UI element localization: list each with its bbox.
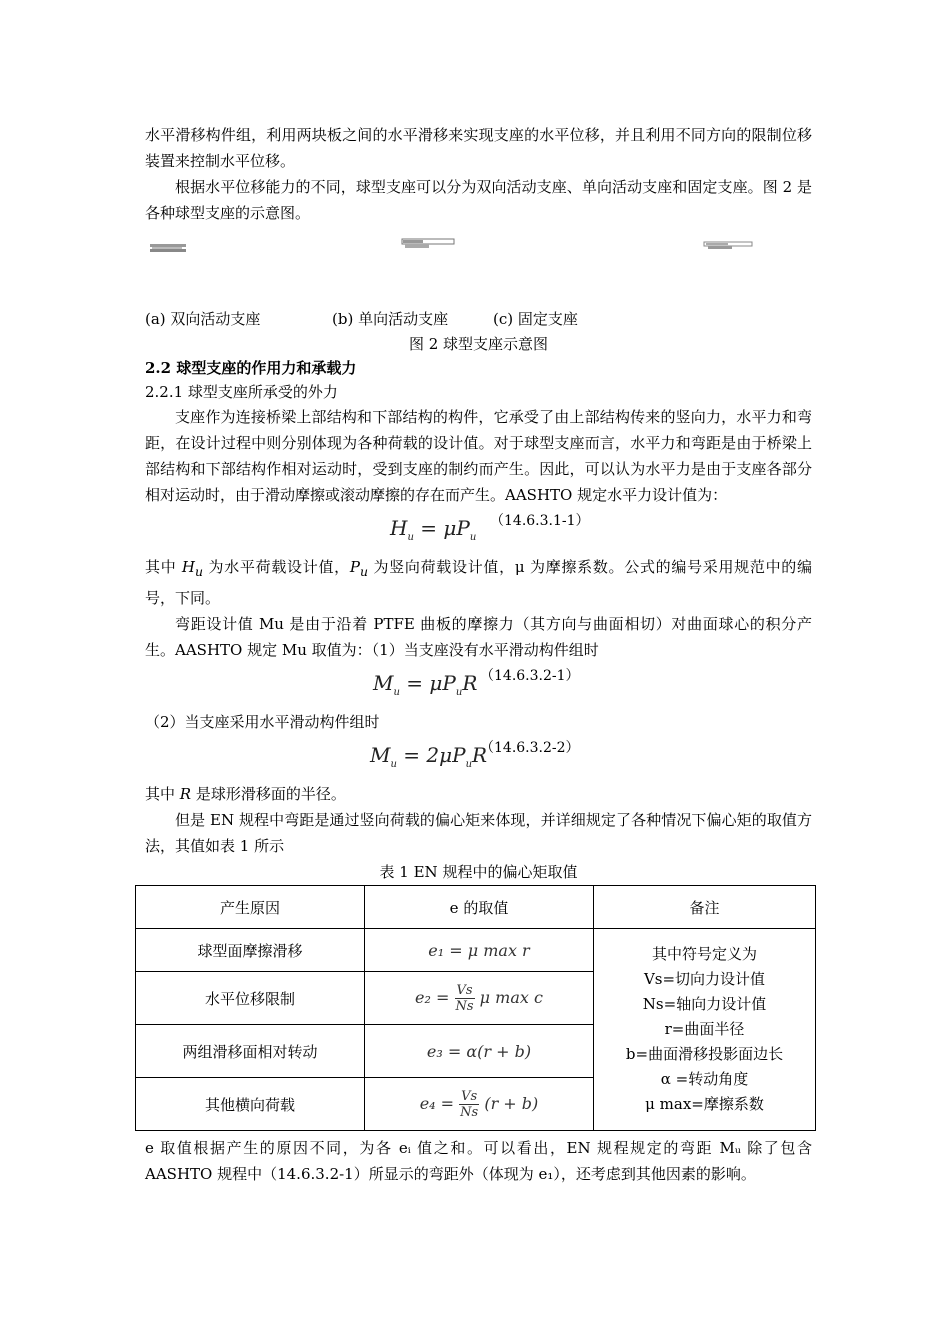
table-cell-cause: 水平位移限制 [136, 972, 365, 1025]
equation-3-formula: $M_u = 2\mu P_uR$ [370, 743, 488, 770]
bearing-bidirectional-drawing [149, 242, 189, 256]
paragraph-5: 弯距设计值 Mu 是由于沿着 PTFE 曲板的摩擦力（其方向与曲面相切）对曲面球心的积分产生。AASHTO 规定 Mu 取值为：（1）当支座没有水平滑动构件组时 [145, 615, 812, 659]
figure-caption: 图 2 球型支座示意图 [408, 335, 549, 353]
paragraph-1: 水平滑移构件组，利用两块板之间的水平滑移来实现支座的水平位移，并且利用不同方向的限制位移装置来控制水平位移。 [145, 126, 812, 170]
paragraph-9: e 取值根据产生的原因不同，为各 eᵢ 值之和。可以看出，EN 规程规定的弯距 Mᵤ 除了包含 AASHTO 规程中（14.6.3.2-1）所显示的弯距外（体现为 e₁），还考虑到其他因素的影响。 [145, 1139, 812, 1183]
section-heading-2-2: 2.2 球型支座的作用力和承载力 [145, 359, 357, 377]
table-caption: 表 1 EN 规程中的偏心矩取值 [379, 863, 578, 881]
notes-line: b=曲面滑移投影面边长 [625, 1045, 784, 1063]
notes-line: Ns=轴向力设计值 [642, 995, 767, 1013]
subcaption-c: (c) 固定支座 [493, 310, 578, 328]
table-header-cause: 产生原因 [136, 886, 365, 929]
table-header-notes: 备注 [594, 886, 816, 929]
equation-3-number: （14.6.3.2-2） [480, 740, 580, 756]
equation-1-formula: $H_u = \mu P_u$ [390, 516, 477, 543]
paragraph-3: 支座作为连接桥梁上部结构和下部结构的构件，它承受了由上部结构传来的竖向力，水平力和弯距，在设计过程中则分别体现为各种荷载的设计值。对于球型支座而言，水平力和弯距是由于桥梁上部结构和下部结构作相对运动时，受到支座的制约而产生。因此，可以认为水平力是由于支座各部分相对运动时，由于滑动摩擦或滚动摩擦的存在而产生。AASHTO 规定水平力设计值为： [145, 408, 812, 504]
paragraph-8: 但是 EN 规程中弯距是通过竖向荷载的偏心矩来体现，并详细规定了各种情况下偏心矩的取值方法，其值如表 1 所示 [145, 811, 812, 855]
subcaption-b: (b) 单向活动支座 [332, 310, 449, 328]
equation-14-6-3-1-1 [145, 508, 812, 554]
table-cell-formula: e₄ = $\frac{Vs}{Ns}$ (r + b) [365, 1078, 594, 1131]
notes-line: Vs=切向力设计值 [643, 970, 766, 988]
subcaption-a: (a) 双向活动支座 [145, 310, 261, 328]
eccentricity-table [135, 885, 816, 1131]
table-cell-cause: 两组滑移面相对转动 [136, 1025, 365, 1078]
table-header-row [136, 886, 816, 929]
table-header-e-value: e 的取值 [365, 886, 594, 929]
notes-line: r=曲面半径 [664, 1020, 745, 1038]
paragraph-7: 其中 R 是球形滑移面的半径。 [145, 785, 346, 803]
table-cell-formula: e₂ = $\frac{Vs}{Ns}$ μ max c [365, 972, 594, 1025]
equation-2-number: （14.6.3.2-1） [480, 668, 580, 684]
equation-2-formula: $M_u = \mu P_uR$ [373, 671, 478, 698]
notes-line: μ max=摩擦系数 [645, 1095, 764, 1113]
notes-line: 其中符号定义为 [651, 945, 757, 963]
figure-subcaptions [145, 308, 812, 332]
table-cell-cause: 其他横向荷载 [136, 1078, 365, 1131]
table-notes-cell [594, 929, 816, 1131]
table-cell-formula: e₃ = α(r + b) [365, 1025, 594, 1078]
notes-line: α =转动角度 [660, 1070, 749, 1088]
table-cell-formula: e₁ = μ max r [365, 929, 594, 972]
equation-1-number: （14.6.3.1-1） [490, 513, 590, 529]
equation-14-6-3-2-1 [145, 663, 812, 709]
paragraph-6: （2）当支座采用水平滑动构件组时 [145, 713, 380, 731]
document-body [145, 122, 812, 1187]
bearing-fixed-drawing [703, 240, 755, 254]
paragraph-2: 根据水平位移能力的不同，球型支座可以分为双向活动支座、单向活动支座和固定支座。图 2 是各种球型支座的示意图。 [145, 178, 812, 222]
paragraph-4: 其中 $H_u$ 为水平荷载设计值，$P_u$ 为竖向荷载设计值，μ 为摩擦系数。公式的编号采用规范中的编号，下同。 [145, 558, 812, 607]
bearing-unidirectional-drawing [401, 238, 457, 252]
section-heading-2-2-1: 2.2.1 球型支座所承受的外力 [145, 383, 338, 401]
table-cell-cause: 球型面摩擦滑移 [136, 929, 365, 972]
figure-2 [145, 226, 812, 308]
table-row [136, 929, 816, 972]
equation-14-6-3-2-2 [145, 735, 812, 781]
